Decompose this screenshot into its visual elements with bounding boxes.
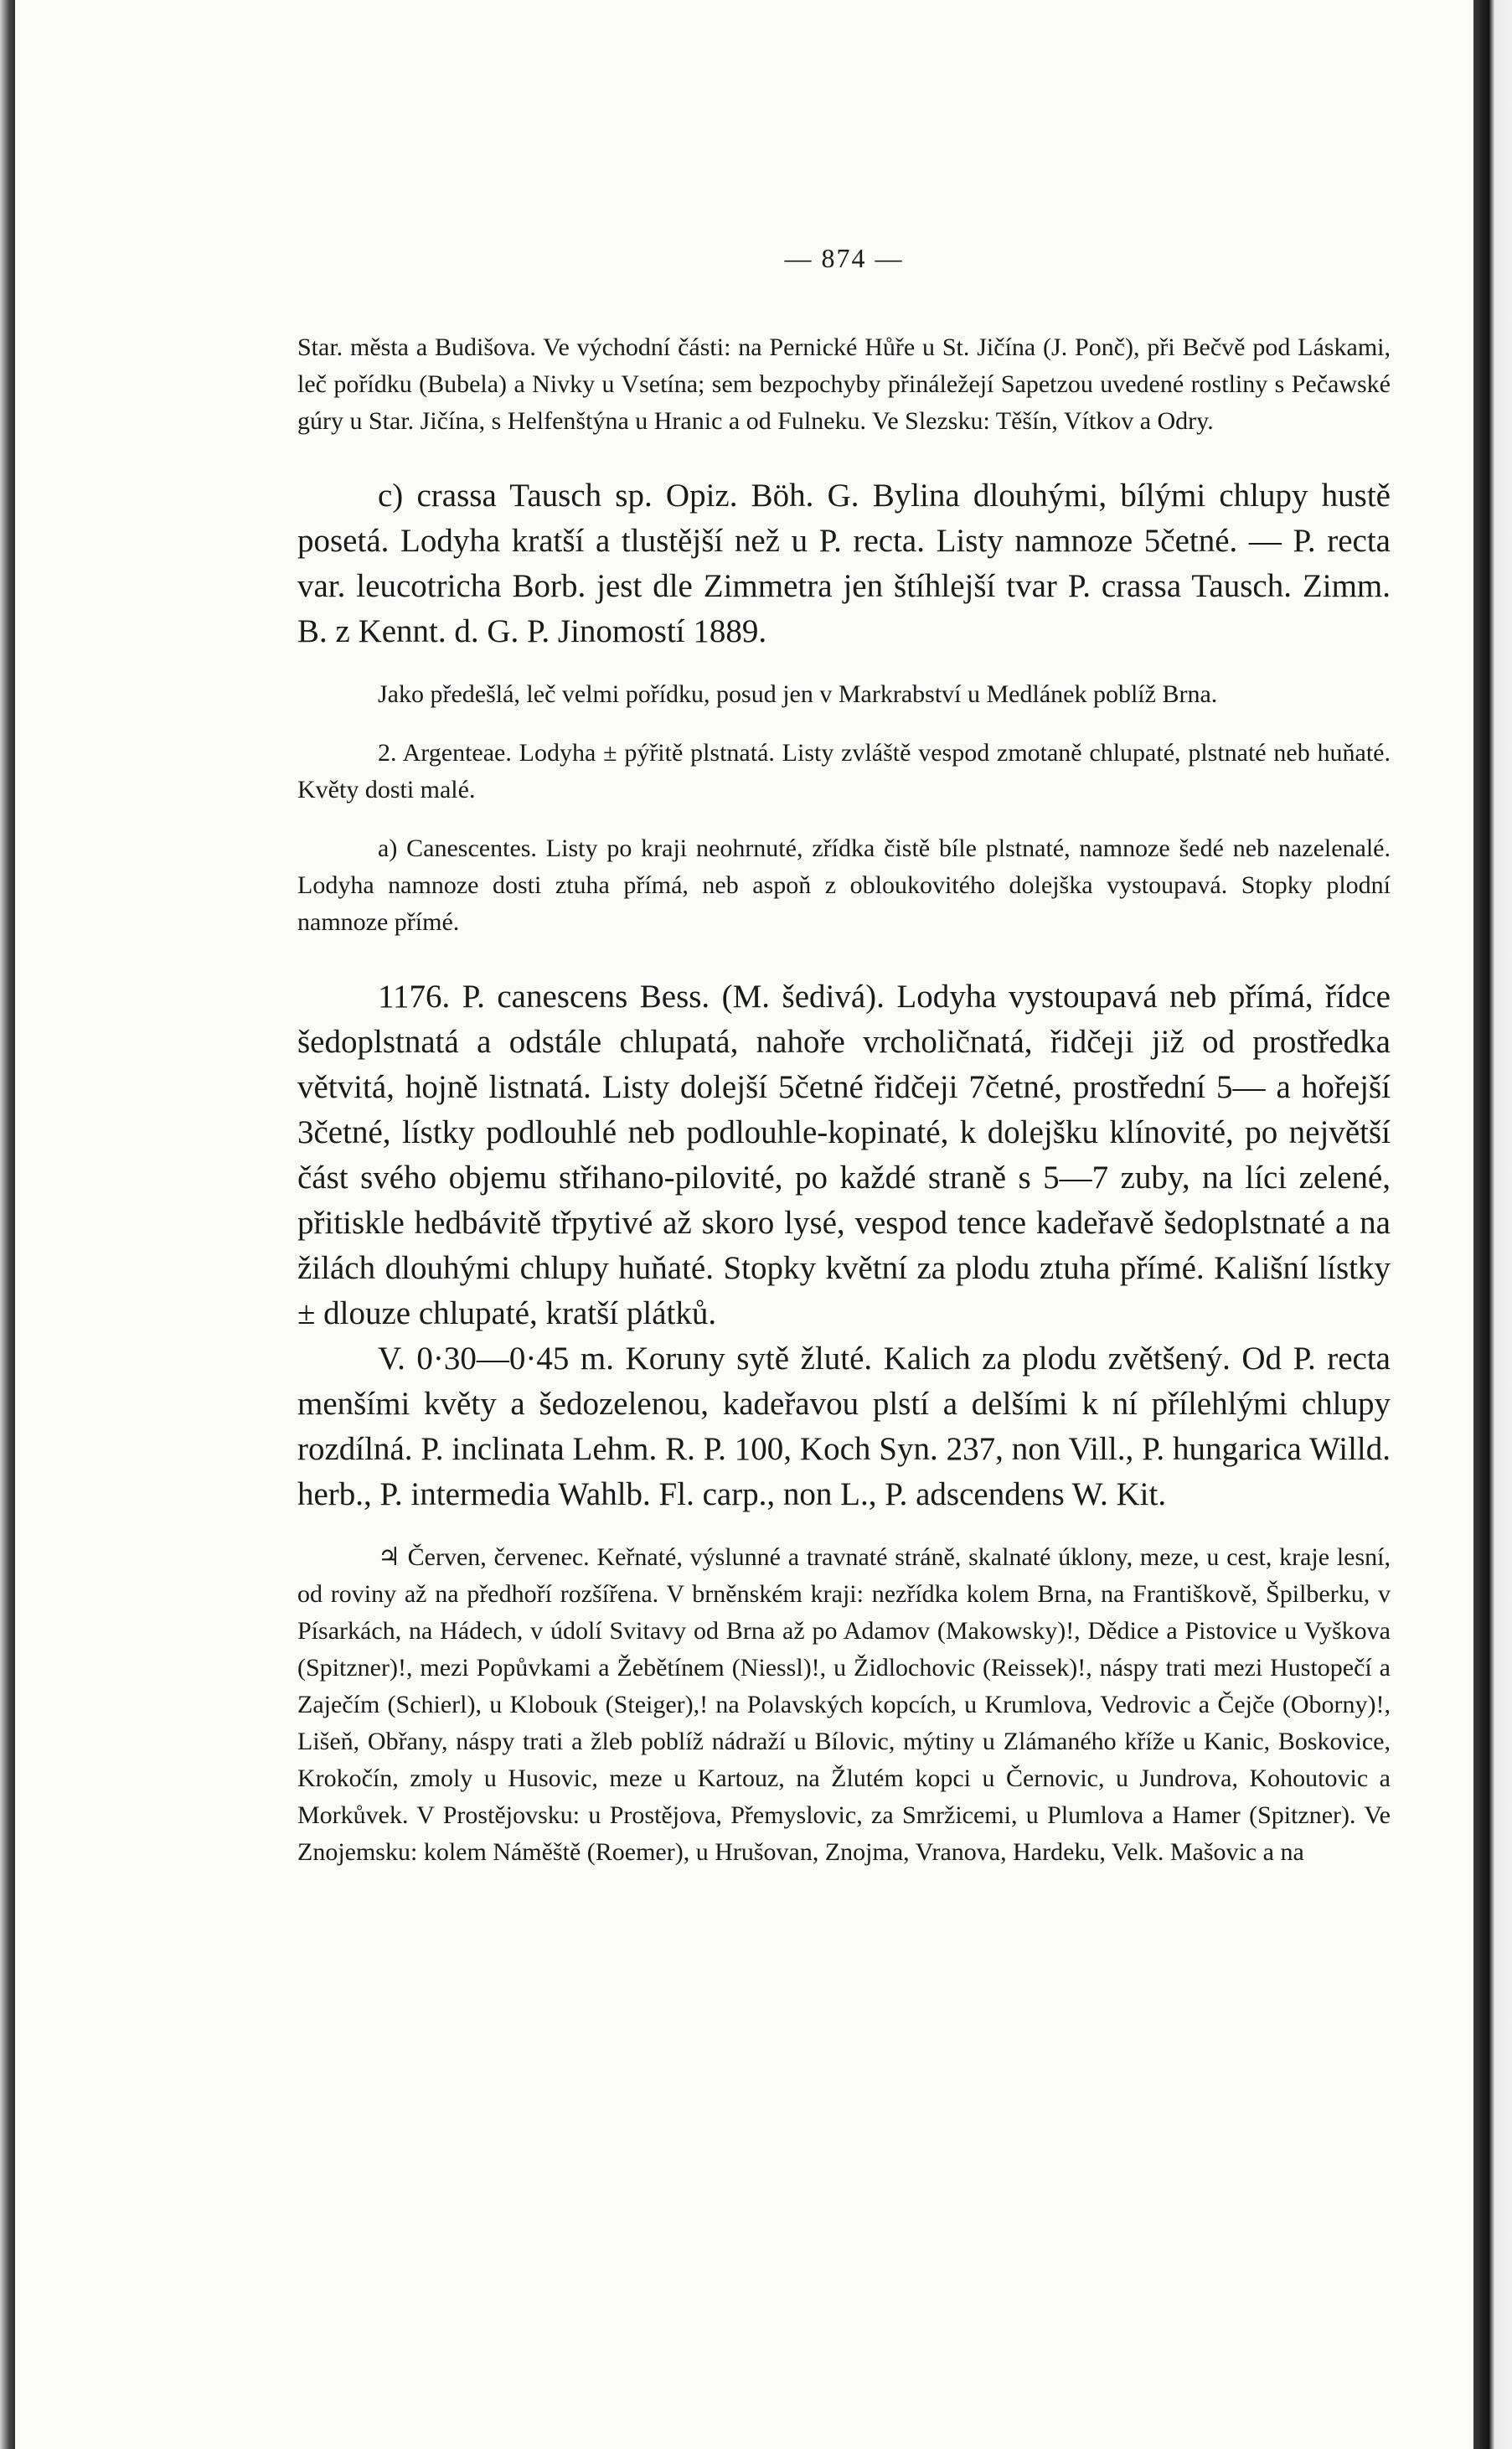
paragraph-group-argenteae: 2. Argenteae. Lodyha ± pýřitě plstnatá. Listy zvláště vespod zmotaně chlupaté, plstnaté neb huňaté. Květy dosti malé. <box>297 739 1391 803</box>
page-edge-left <box>0 0 15 2449</box>
page-content <box>297 243 1391 1871</box>
paragraph-canescens-distribution: ♃ Červen, červenec. Keřnaté, výslunné a travnaté stráně, skalnaté úklony, meze, u cest, kraje lesní, od roviny až na předhoří rozšířena. V brněnském kraji: nezřídka kolem Brna, na Františkově, Špilberku, v Písarkách, na Hádech, v údolí Svitavy od Brna až po Adamov (Makowsky)!, Dědice a Pistovice u Vyškova (Spitzner)!, mezi Popůvkami a Žebětínem (Niessl)!, u Židlochovic (Reissek)!, náspy trati mezi Hustopečí a Zaječím (Schierl), u Klobouk (Steiger),! na Polavských kopcích, u Krumlova, Vedrovic a Čejče (Oborny)!, Lišeň, Obřany, náspy trati a žleb poblíž nádraží u Bílovic, mýtiny u Zlámaného kříže u Kanic, Boskovice, Krokočín, zmoly u Husovic, meze u Kartouz, na Žlutém kopci u Černovic, u Jundrova, Kohoutovic a Morkůvek. V Prostějovsku: u Prostějova, Přemyslovic, za Smržicemi, u Plumlova a Hamer (Spitzner). Ve Znojemsku: kolem Náměště (Roemer), u Hrušovan, Znojma, Vranova, Hardeku, Velk. Mašovic a na <box>297 1543 1391 1866</box>
paragraph-distribution-continued: Star. města a Budišova. Ve východní části: na Pernické Hůře u St. Jičína (J. Ponč), při Bečvě pod Láskami, leč pořídku (Bubela) a Nivky u Vsetína; sem bezpochyby přináležejí Sapetzou uvedené rostliny s Pečawské gúry u Star. Jičína, s Helfenštýna u Hranic a od Fulneku. Ve Slezsku: Těšín, Vítkov a Odry. <box>297 333 1391 435</box>
paragraph-species-canescens: 1176. P. canescens Bess. (M. šedivá). Lodyha vystoupavá neb přímá, řídce šedoplstnatá a odstále chlupatá, nahoře vrcholičnatá, řidčeji již od prostředka větvitá, hojně listnatá. Listy dolejší 5četné řidčeji 7četné, prostřední 5— a hořejší 3četné, lístky podlouhlé neb podlouhle-kopinaté, k dolejšku klínovité, po největší část svého objemu střihano-pilovité, po každé straně s 5—7 zuby, na líci zelené, přitiskle hedbávitě třpytivé až skoro lysé, vespod tence kadeřavě šedoplstnaté a na žilách dlouhými chlupy huňaté. Stopky květní za plodu ztuha přímé. Kališní lístky ± dlouze chlupaté, kratší plátků. <box>297 979 1391 1331</box>
paragraph-subgroup-canescentes: a) Canescentes. Listy po kraji neohrnuté, zřídka čistě bíle plstnaté, namnoze šedé neb nazelenalé. Lodyha namnoze dosti ztuha přímá, neb aspoň z obloukovitého dolejška vystoupavá. Stopky plodní namnoze přímé. <box>297 834 1391 936</box>
page-edge-right <box>1473 0 1512 2449</box>
page-number: — 874 — <box>784 243 904 273</box>
paragraph-crassa-distribution: Jako předešlá, leč velmi pořídku, posud jen v Markrabství u Medlánek poblíž Brna. <box>378 680 1218 708</box>
paragraph-variety-crassa: c) crassa Tausch sp. Opiz. Böh. G. Bylina dlouhými, bílými chlupy hustě posetá. Lodyha kratší a tlustější než u P. recta. Listy namnoze 5četné. — P. recta var. leucotricha Borb. jest dle Zimmetra jen štíhlejší tvar P. crassa Tausch. Zimm. B. z Kennt. d. G. P. Jinomostí 1889. <box>297 478 1391 649</box>
paragraph-canescens-description: V. 0·30—0·45 m. Koruny sytě žluté. Kalich za plodu zvětšený. Od P. recta menšími květy a šedozelenou, kadeřavou plstí a delšími k ní přílehlými chlupy rozdílná. P. inclinata Lehm. R. P. 100, Koch Syn. 237, non Vill., P. hungarica Willd. herb., P. intermedia Wahlb. Fl. carp., non L., P. adscendens W. Kit. <box>297 1341 1391 1512</box>
